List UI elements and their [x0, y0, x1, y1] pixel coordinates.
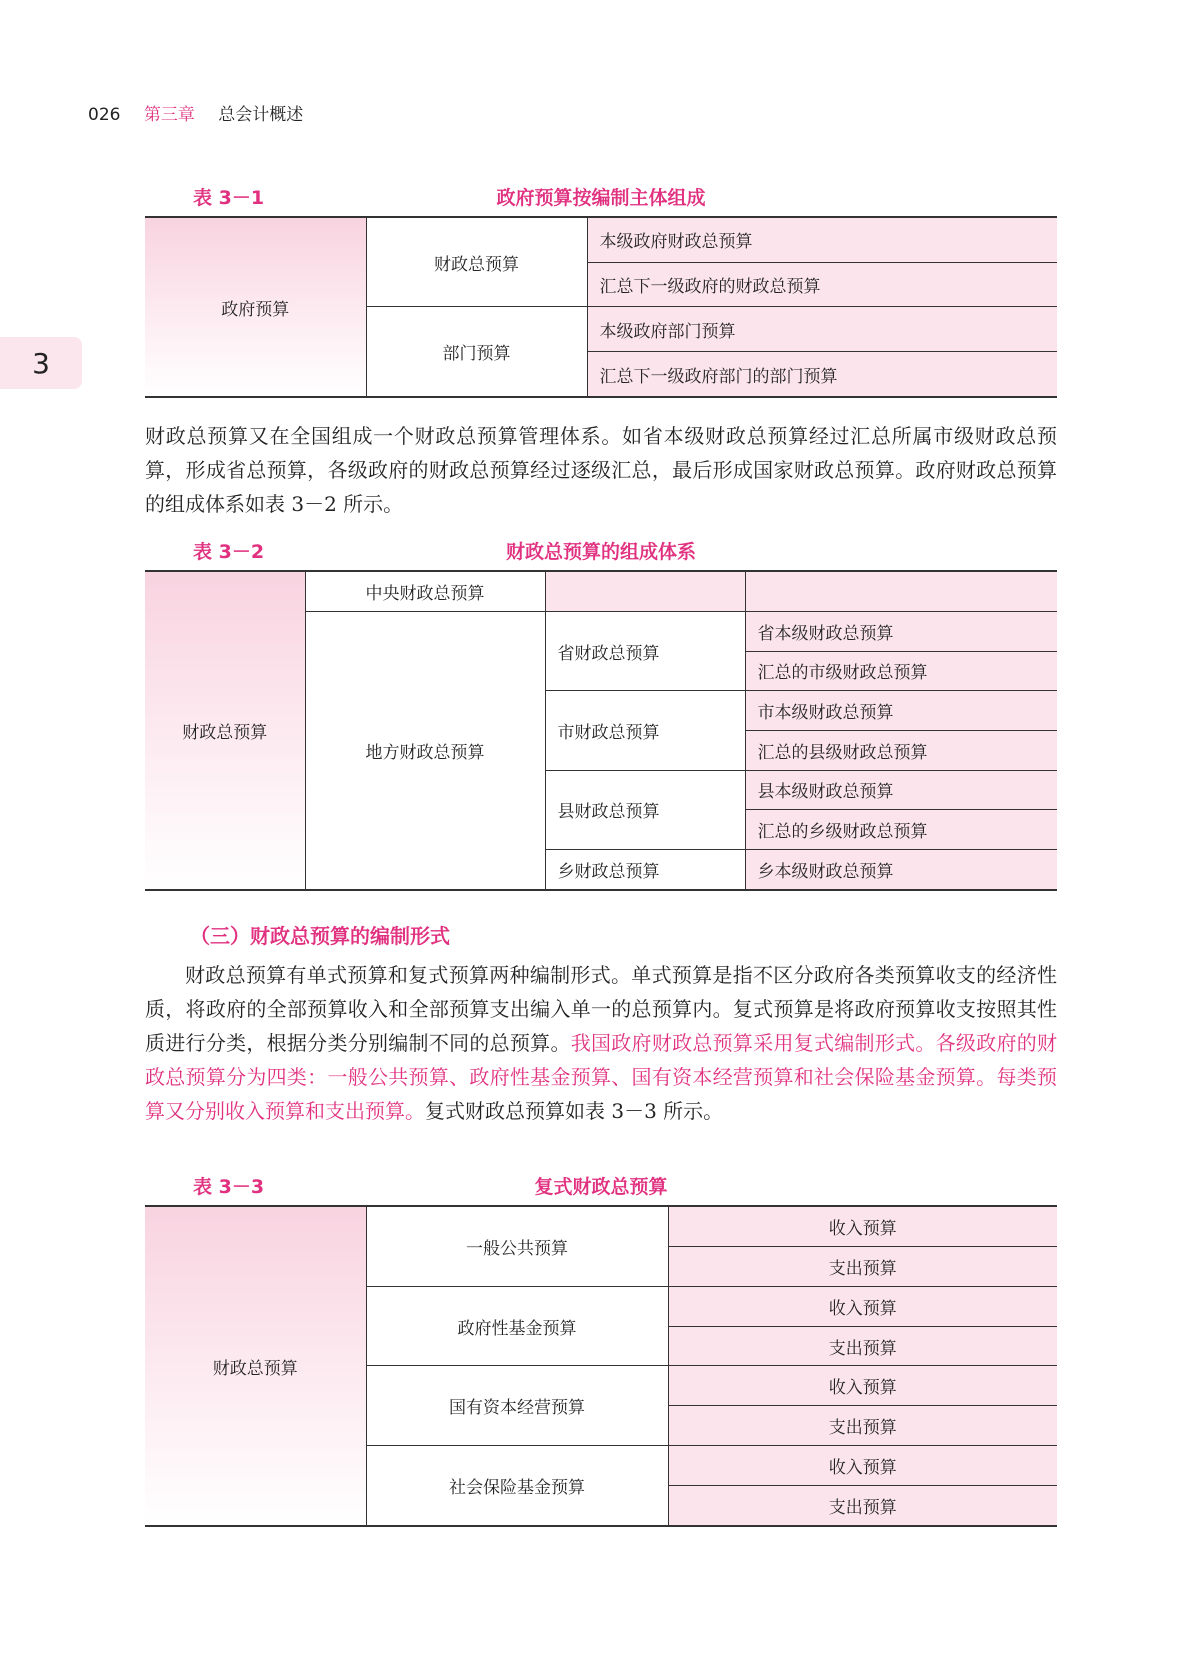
table1 — [145, 216, 1057, 398]
table2-item-cell: 省本级财政总预算 — [745, 611, 1057, 651]
paragraph-2-highlight: 我国政府财政总预算采用复式编制形式。各级政府的财政总预算分为四类：一般公共预算、政府性基金预算、国有资本经营预算和社会保险基金预算。每类预算又分别收入预算和支出预算。 — [145, 1031, 1058, 1123]
chapter-label: 第三章 — [143, 105, 195, 125]
paragraph-1: 财政总预算又在全国组成一个财政总预算管理体系。如省本级财政总预算经过汇总所属市级财政总预算，形成省总预算，各级政府的财政总预算经过逐级汇总，最后形成国家财政总预算。政府财政总预算的组成体系如表 3－2 所示。 — [145, 424, 1057, 516]
table2-label: 表 3－2 — [193, 541, 265, 563]
table1-root-cell: 政府预算 — [145, 217, 366, 397]
table2-item-cell: 汇总的市级财政总预算 — [745, 651, 1057, 691]
table1-caption — [0, 183, 1203, 209]
table2-level-cell: 县财政总预算 — [545, 770, 745, 849]
table1-item-cell: 本级政府财政总预算 — [587, 217, 1057, 262]
table1-group-cell: 部门预算 — [366, 307, 587, 397]
table3-title: 复式财政总预算 — [534, 1176, 668, 1198]
table3-item-cell: 收入预算 — [668, 1446, 1057, 1486]
table3-label: 表 3－3 — [193, 1176, 265, 1198]
table3-item-cell: 支出预算 — [668, 1247, 1057, 1287]
table3-group-cell: 社会保险基金预算 — [366, 1446, 668, 1526]
paragraph-2 — [145, 958, 1057, 1128]
table2-item-cell: 汇总的乡级财政总预算 — [745, 810, 1057, 850]
table2-level-cell: 市财政总预算 — [545, 691, 745, 770]
table1-title: 政府预算按编制主体组成 — [496, 187, 706, 209]
table3-item-cell: 支出预算 — [668, 1406, 1057, 1446]
table1-item-cell: 汇总下一级政府的财政总预算 — [587, 262, 1057, 307]
table3-group-cell: 一般公共预算 — [366, 1206, 668, 1286]
page-header — [88, 100, 303, 125]
table1-group-cell: 财政总预算 — [366, 217, 587, 307]
table3-group-cell: 国有资本经营预算 — [366, 1366, 668, 1446]
table2-caption — [0, 537, 1203, 563]
table3-group-cell: 政府性基金预算 — [366, 1286, 668, 1366]
section-heading: （三）财政总预算的编制形式 — [190, 924, 450, 948]
table3-item-cell: 支出预算 — [668, 1485, 1057, 1526]
table2 — [145, 570, 1057, 891]
table2-local-cell: 地方财政总预算 — [305, 611, 545, 890]
page-number: 026 — [88, 105, 121, 125]
table2-empty-cell — [745, 571, 1057, 611]
table1-item-cell: 本级政府部门预算 — [587, 307, 1057, 352]
paragraph-2-text: 财政总预算有单式预算和复式预算两种编制形式。单式预算是指不区分政府各类预算收支的经济性质，将政府的全部预算收入和全部预算支出编入单一的总预算内。复式预算是将政府预算收支按照其性质进行分类，根据分类分别编制不同的总预算。 — [145, 963, 1057, 1055]
table2-item-cell: 乡本级财政总预算 — [745, 849, 1057, 890]
table3-item-cell: 收入预算 — [668, 1286, 1057, 1326]
table3-item-cell: 收入预算 — [668, 1366, 1057, 1406]
table2-central-cell: 中央财政总预算 — [305, 571, 545, 611]
table3-item-cell: 收入预算 — [668, 1206, 1057, 1247]
table2-item-cell: 市本级财政总预算 — [745, 691, 1057, 731]
table1-label: 表 3－1 — [193, 187, 265, 209]
table2-level-cell: 乡财政总预算 — [545, 849, 745, 890]
table2-item-cell: 县本级财政总预算 — [745, 770, 1057, 810]
paragraph-2-text-end: 复式财政总预算如表 3－3 所示。 — [425, 1099, 724, 1123]
table2-empty-cell — [545, 571, 745, 611]
table2-title: 财政总预算的组成体系 — [505, 541, 697, 563]
table3 — [145, 1205, 1057, 1527]
table1-item-cell: 汇总下一级政府部门的部门预算 — [587, 352, 1057, 397]
chapter-side-tab: 3 — [0, 337, 82, 389]
table3-caption — [0, 1172, 1203, 1198]
table2-item-cell: 汇总的县级财政总预算 — [745, 730, 1057, 770]
table2-level-cell: 省财政总预算 — [545, 611, 745, 690]
table3-root-cell: 财政总预算 — [145, 1206, 366, 1526]
chapter-title: 总会计概述 — [218, 105, 304, 125]
table3-item-cell: 支出预算 — [668, 1326, 1057, 1366]
table2-root-cell: 财政总预算 — [145, 571, 305, 890]
